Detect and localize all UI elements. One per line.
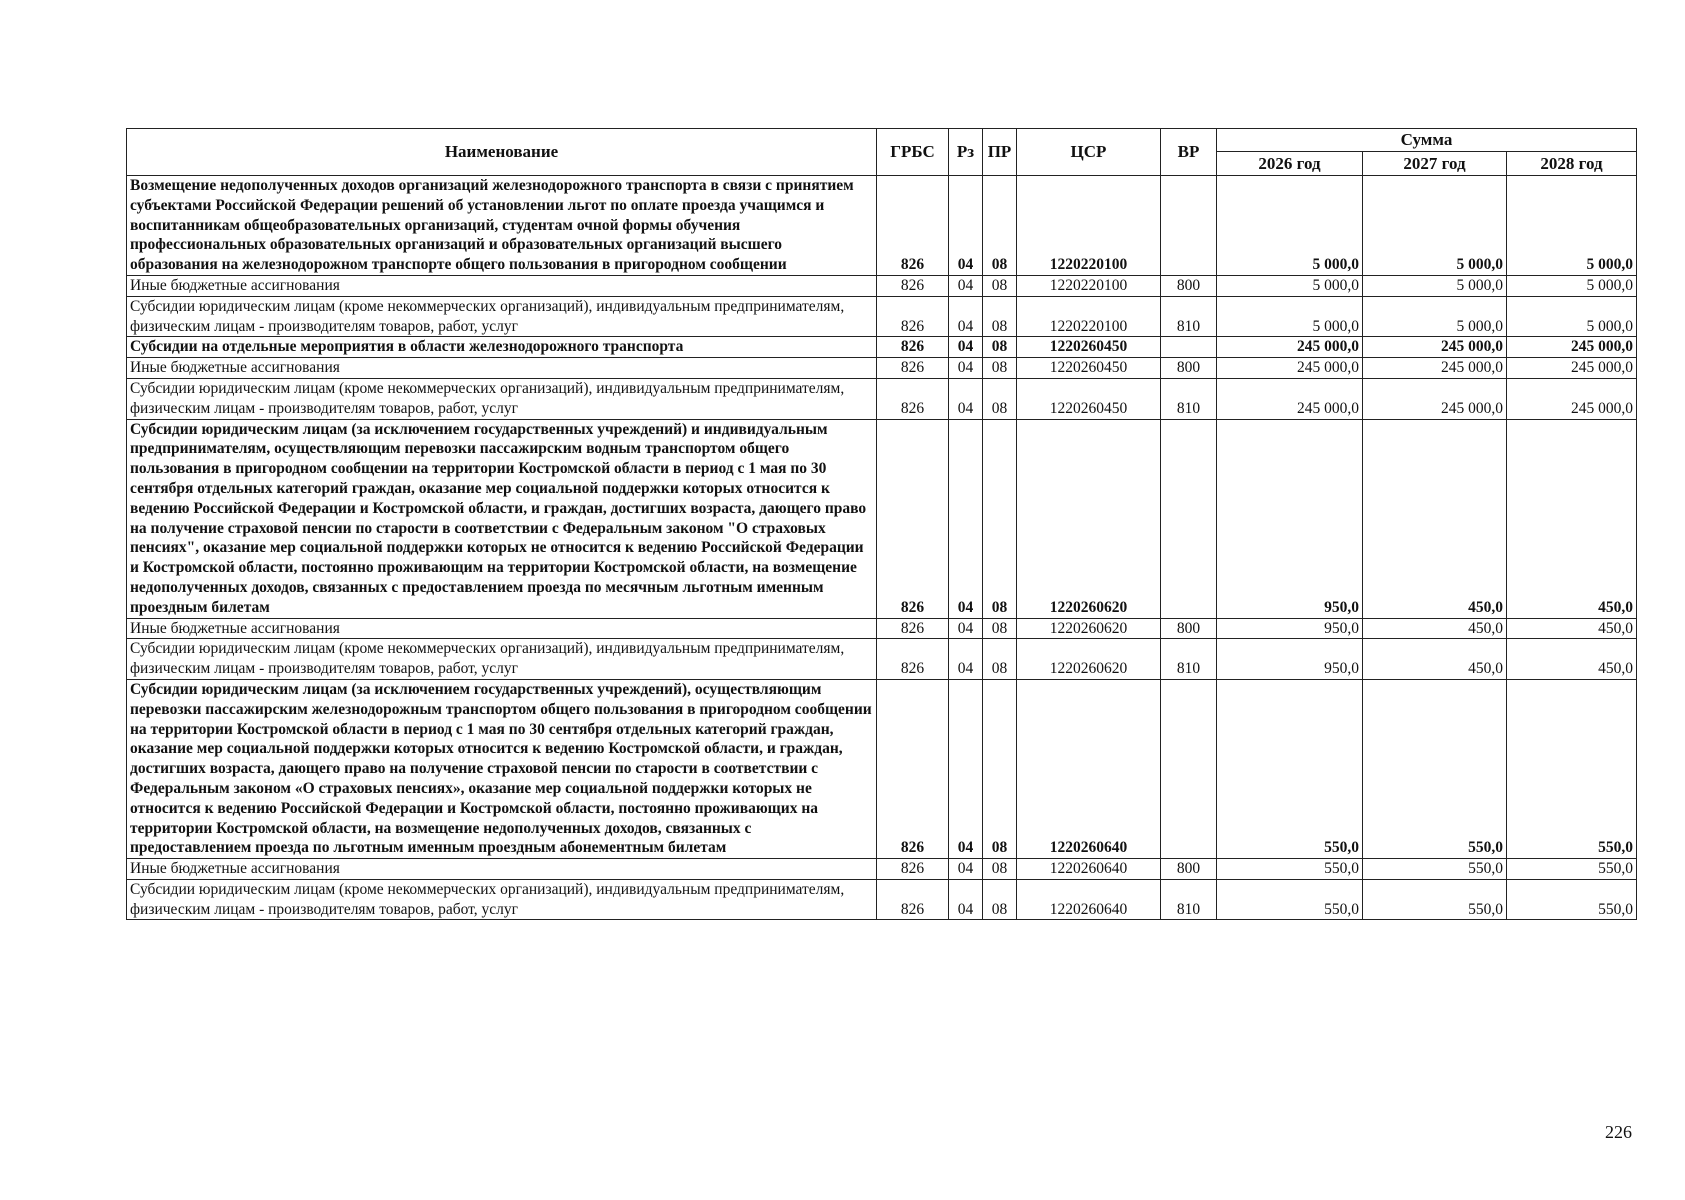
row-csr: 1220220100	[1017, 275, 1161, 296]
row-2027: 550,0	[1363, 859, 1507, 880]
row-2028: 5 000,0	[1507, 296, 1637, 337]
row-2026: 550,0	[1217, 879, 1363, 920]
row-2026: 5 000,0	[1217, 275, 1363, 296]
row-2028: 5 000,0	[1507, 176, 1637, 276]
row-vr	[1161, 679, 1217, 858]
row-name: Субсидии юридическим лицам (кроме некоммерческих организаций), индивидуальным предпринимателям, физическим лицам - производителям товаров, работ, услуг	[127, 296, 877, 337]
row-2028: 550,0	[1507, 679, 1637, 858]
row-vr: 810	[1161, 639, 1217, 680]
row-grbs: 826	[877, 378, 949, 419]
row-pr: 08	[983, 879, 1017, 920]
row-rz: 04	[949, 176, 983, 276]
row-csr: 1220260450	[1017, 358, 1161, 379]
row-grbs: 826	[877, 618, 949, 639]
table-row	[127, 176, 1637, 276]
header-pr: ПР	[983, 129, 1017, 176]
row-2028: 450,0	[1507, 639, 1637, 680]
row-2027: 245 000,0	[1363, 378, 1507, 419]
row-csr: 1220260640	[1017, 879, 1161, 920]
row-csr: 1220260640	[1017, 679, 1161, 858]
header-year-2026: 2026 год	[1217, 152, 1363, 176]
row-grbs: 826	[877, 419, 949, 618]
row-rz: 04	[949, 378, 983, 419]
row-name: Иные бюджетные ассигнования	[127, 275, 877, 296]
row-grbs: 826	[877, 639, 949, 680]
row-name: Иные бюджетные ассигнования	[127, 618, 877, 639]
page-number: 226	[1605, 1122, 1632, 1142]
row-rz: 04	[949, 618, 983, 639]
row-2026: 550,0	[1217, 679, 1363, 858]
row-2026: 5 000,0	[1217, 176, 1363, 276]
row-rz: 04	[949, 679, 983, 858]
row-csr: 1220220100	[1017, 176, 1161, 276]
row-2028: 450,0	[1507, 618, 1637, 639]
row-pr: 08	[983, 358, 1017, 379]
table-row	[127, 618, 1637, 639]
row-name: Субсидии юридическим лицам (кроме некоммерческих организаций), индивидуальным предпринимателям, физическим лицам - производителям товаров, работ, услуг	[127, 378, 877, 419]
header-rz: Рз	[949, 129, 983, 176]
row-2027: 550,0	[1363, 679, 1507, 858]
table-row	[127, 296, 1637, 337]
row-pr: 08	[983, 176, 1017, 276]
table-row	[127, 859, 1637, 880]
row-rz: 04	[949, 337, 983, 358]
row-csr: 1220260620	[1017, 618, 1161, 639]
row-2026: 950,0	[1217, 639, 1363, 680]
row-pr: 08	[983, 337, 1017, 358]
row-csr: 1220260620	[1017, 639, 1161, 680]
row-pr: 08	[983, 679, 1017, 858]
row-name: Иные бюджетные ассигнования	[127, 859, 877, 880]
row-rz: 04	[949, 879, 983, 920]
header-sum: Сумма	[1217, 129, 1637, 152]
header-name: Наименование	[127, 129, 877, 176]
row-2028: 550,0	[1507, 879, 1637, 920]
row-vr	[1161, 419, 1217, 618]
row-csr: 1220260450	[1017, 337, 1161, 358]
row-2027: 450,0	[1363, 639, 1507, 680]
table-row	[127, 679, 1637, 858]
row-rz: 04	[949, 296, 983, 337]
row-2027: 450,0	[1363, 419, 1507, 618]
row-2027: 5 000,0	[1363, 275, 1507, 296]
budget-table	[126, 128, 1637, 920]
row-vr	[1161, 337, 1217, 358]
row-vr: 800	[1161, 358, 1217, 379]
row-vr: 800	[1161, 275, 1217, 296]
header-csr: ЦСР	[1017, 129, 1161, 176]
row-2026: 550,0	[1217, 859, 1363, 880]
row-rz: 04	[949, 358, 983, 379]
row-pr: 08	[983, 296, 1017, 337]
row-grbs: 826	[877, 879, 949, 920]
row-name: Иные бюджетные ассигнования	[127, 358, 877, 379]
table-row	[127, 419, 1637, 618]
header-grbs: ГРБС	[877, 129, 949, 176]
row-name: Субсидии юридическим лицам (кроме некоммерческих организаций), индивидуальным предпринимателям, физическим лицам - производителям товаров, работ, услуг	[127, 879, 877, 920]
row-vr: 810	[1161, 378, 1217, 419]
header-vr: ВР	[1161, 129, 1217, 176]
row-2027: 245 000,0	[1363, 358, 1507, 379]
row-name: Субсидии на отдельные мероприятия в области железнодорожного транспорта	[127, 337, 877, 358]
row-rz: 04	[949, 275, 983, 296]
row-grbs: 826	[877, 358, 949, 379]
row-grbs: 826	[877, 296, 949, 337]
row-csr: 1220260620	[1017, 419, 1161, 618]
row-rz: 04	[949, 639, 983, 680]
header-year-2028: 2028 год	[1507, 152, 1637, 176]
row-2026: 950,0	[1217, 419, 1363, 618]
row-vr: 800	[1161, 859, 1217, 880]
table-row	[127, 337, 1637, 358]
row-pr: 08	[983, 639, 1017, 680]
row-2026: 5 000,0	[1217, 296, 1363, 337]
row-2028: 5 000,0	[1507, 275, 1637, 296]
row-name: Субсидии юридическим лицам (кроме некоммерческих организаций), индивидуальным предпринимателям, физическим лицам - производителям товаров, работ, услуг	[127, 639, 877, 680]
row-grbs: 826	[877, 176, 949, 276]
row-rz: 04	[949, 419, 983, 618]
row-2028: 450,0	[1507, 419, 1637, 618]
row-2028: 550,0	[1507, 859, 1637, 880]
header-year-2027: 2027 год	[1363, 152, 1507, 176]
row-2028: 245 000,0	[1507, 378, 1637, 419]
row-name: Субсидии юридическим лицам (за исключением государственных учреждений), осуществляющим перевозки пассажирским железнодорожным транспортом общего пользования в пригородном сообщении на территории Костромской области в период с 1 мая по 30 сентября отдельных категорий граждан, оказание мер социальной поддержки которых относится к ведению Костромской области, и граждан, достигших возраста, дающего право на получение страховой пенсии по старости в соответствии с Федеральным законом «О страховых пенсиях», оказание мер социальной поддержки которых не относится к ведению Российской Федерации и Костромской области, постоянно проживающих на территории Костромской области, на возмещение недополученных доходов, связанных с предоставлением проезда по льготным именным проездным абонементным билетам	[127, 679, 877, 858]
row-2027: 245 000,0	[1363, 337, 1507, 358]
row-vr: 810	[1161, 879, 1217, 920]
row-name: Возмещение недополученных доходов организаций железнодорожного транспорта в связи с принятием субъектами Российской Федерации решений об установлении льгот по оплате проезда учащимся и воспитанникам общеобразовательных организаций, студентам очной формы обучения профессиональных образовательных организаций и образовательных организаций высшего образования на железнодорожном транспорте общего пользования в пригородном сообщении	[127, 176, 877, 276]
row-vr	[1161, 176, 1217, 276]
row-2026: 245 000,0	[1217, 337, 1363, 358]
table-row	[127, 358, 1637, 379]
row-2028: 245 000,0	[1507, 358, 1637, 379]
row-grbs: 826	[877, 859, 949, 880]
row-2026: 245 000,0	[1217, 358, 1363, 379]
row-pr: 08	[983, 419, 1017, 618]
row-name: Субсидии юридическим лицам (за исключением государственных учреждений) и индивидуальным предпринимателям, осуществляющим перевозки пассажирским водным транспортом общего пользования в пригородном сообщении на территории Костромской области в период с 1 мая по 30 сентября отдельных категорий граждан, оказание мер социальной поддержки которых относится к ведению Российской Федерации и Костромской области, и граждан, достигших возраста, дающего право на получение страховой пенсии по старости в соответствии с Федеральным законом "О страховых пенсиях", оказание мер социальной поддержки которых не относится к ведению Российской Федерации и Костромской области, постоянно проживающим на территории Костромской области, на возмещение недополученных доходов, связанных с предоставлением проезда по месячным льготным именным проездным билетам	[127, 419, 877, 618]
row-grbs: 826	[877, 679, 949, 858]
row-2028: 245 000,0	[1507, 337, 1637, 358]
row-grbs: 826	[877, 337, 949, 358]
row-2027: 550,0	[1363, 879, 1507, 920]
row-pr: 08	[983, 275, 1017, 296]
row-pr: 08	[983, 378, 1017, 419]
row-csr: 1220220100	[1017, 296, 1161, 337]
row-2027: 5 000,0	[1363, 296, 1507, 337]
row-rz: 04	[949, 859, 983, 880]
row-2027: 450,0	[1363, 618, 1507, 639]
row-2026: 245 000,0	[1217, 378, 1363, 419]
row-vr: 810	[1161, 296, 1217, 337]
row-csr: 1220260450	[1017, 378, 1161, 419]
table-row	[127, 639, 1637, 680]
table-row	[127, 879, 1637, 920]
row-2026: 950,0	[1217, 618, 1363, 639]
table-row	[127, 275, 1637, 296]
row-csr: 1220260640	[1017, 859, 1161, 880]
row-2027: 5 000,0	[1363, 176, 1507, 276]
row-grbs: 826	[877, 275, 949, 296]
table-row	[127, 378, 1637, 419]
row-vr: 800	[1161, 618, 1217, 639]
row-pr: 08	[983, 859, 1017, 880]
row-pr: 08	[983, 618, 1017, 639]
